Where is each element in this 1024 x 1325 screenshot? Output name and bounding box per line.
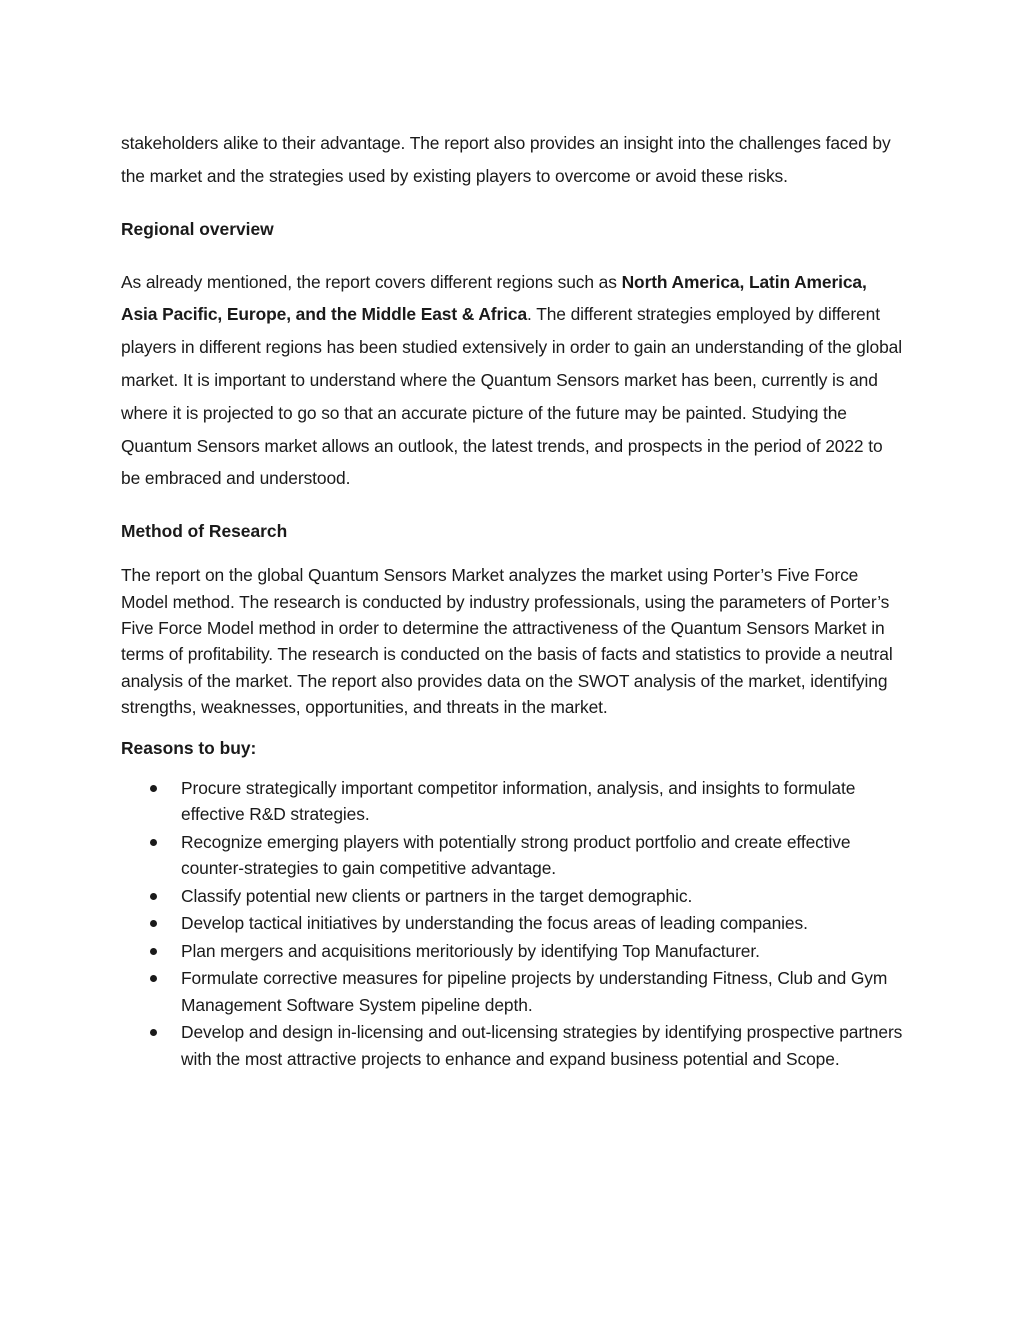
regional-text-before: As already mentioned, the report covers different regions such as	[121, 271, 622, 292]
reasons-to-buy-list	[121, 775, 906, 1073]
list-item-text: Recognize emerging players with potentially strong product portfolio and create effective counter-strategies to gain competitive advantage.	[181, 831, 851, 879]
regions-list-bold: North America, Latin America, Asia Pacific, Europe, and the Middle East & Africa	[121, 271, 867, 325]
list-item	[121, 965, 906, 1018]
method-of-research-heading: Method of Research	[121, 521, 288, 542]
bullet-icon	[150, 785, 157, 792]
list-item-text: Plan mergers and acquisitions meritoriously by identifying Top Manufacturer.	[181, 940, 760, 961]
bullet-icon	[150, 920, 157, 927]
regional-overview-paragraph	[121, 266, 906, 496]
list-item-text: Formulate corrective measures for pipeline projects by understanding Fitness, Club and Gym Management Software System pipeline depth.	[181, 968, 888, 1015]
regional-overview-heading: Regional overview	[121, 218, 274, 239]
list-item	[121, 829, 906, 882]
bullet-icon	[150, 839, 157, 846]
bullet-icon	[150, 948, 157, 955]
list-item	[121, 938, 906, 964]
regional-text-after: . The different strategies employed by different players in different regions has been studied extensively in order to gain an understanding of the global market. It is important to understand where the Quantum Sensors market has been, currently is and where it is projected to go so that an accurate picture of the future may be painted. Studying the Quantum Sensors market allows an outlook, the latest trends, and prospects in the period of 2022 to be embraced and understood.	[121, 304, 902, 489]
reasons-to-buy-heading: Reasons to buy:	[121, 737, 257, 758]
list-item	[121, 910, 906, 936]
list-item	[121, 775, 906, 828]
list-item	[121, 883, 906, 909]
list-item-text: Classify potential new clients or partners in the target demographic.	[181, 885, 693, 906]
list-item	[121, 1019, 906, 1072]
list-item-text: Develop and design in-licensing and out-licensing strategies by identifying prospective partners with the most attractive projects to enhance and expand business potential and Scope.	[181, 1022, 903, 1069]
method-of-research-paragraph: The report on the global Quantum Sensors Market analyzes the market using Porter’s Five Force Model method. The research is conducted by industry professionals, using the parameters of Porter’s Five Force Model method in order to determine the attractiveness of the Quantum Sensors Market in terms of profitability. The research is conducted on the basis of facts and statistics to provide a neutral analysis of the market. The report also provides data on the SWOT analysis of the market, identifying strengths, weaknesses, opportunities, and threats in the market.	[121, 565, 893, 718]
intro-paragraph: stakeholders alike to their advantage. The report also provides an insight into the challenges faced by the market and the strategies used by existing players to overcome or avoid these risks.	[121, 133, 891, 186]
list-item-text: Procure strategically important competitor information, analysis, and insights to formulate effective R&D strategies.	[181, 777, 856, 825]
list-item-text: Develop tactical initiatives by understanding the focus areas of leading companies.	[181, 913, 808, 934]
bullet-icon	[150, 975, 157, 982]
bullet-icon	[150, 1029, 157, 1036]
bullet-icon	[150, 893, 157, 900]
